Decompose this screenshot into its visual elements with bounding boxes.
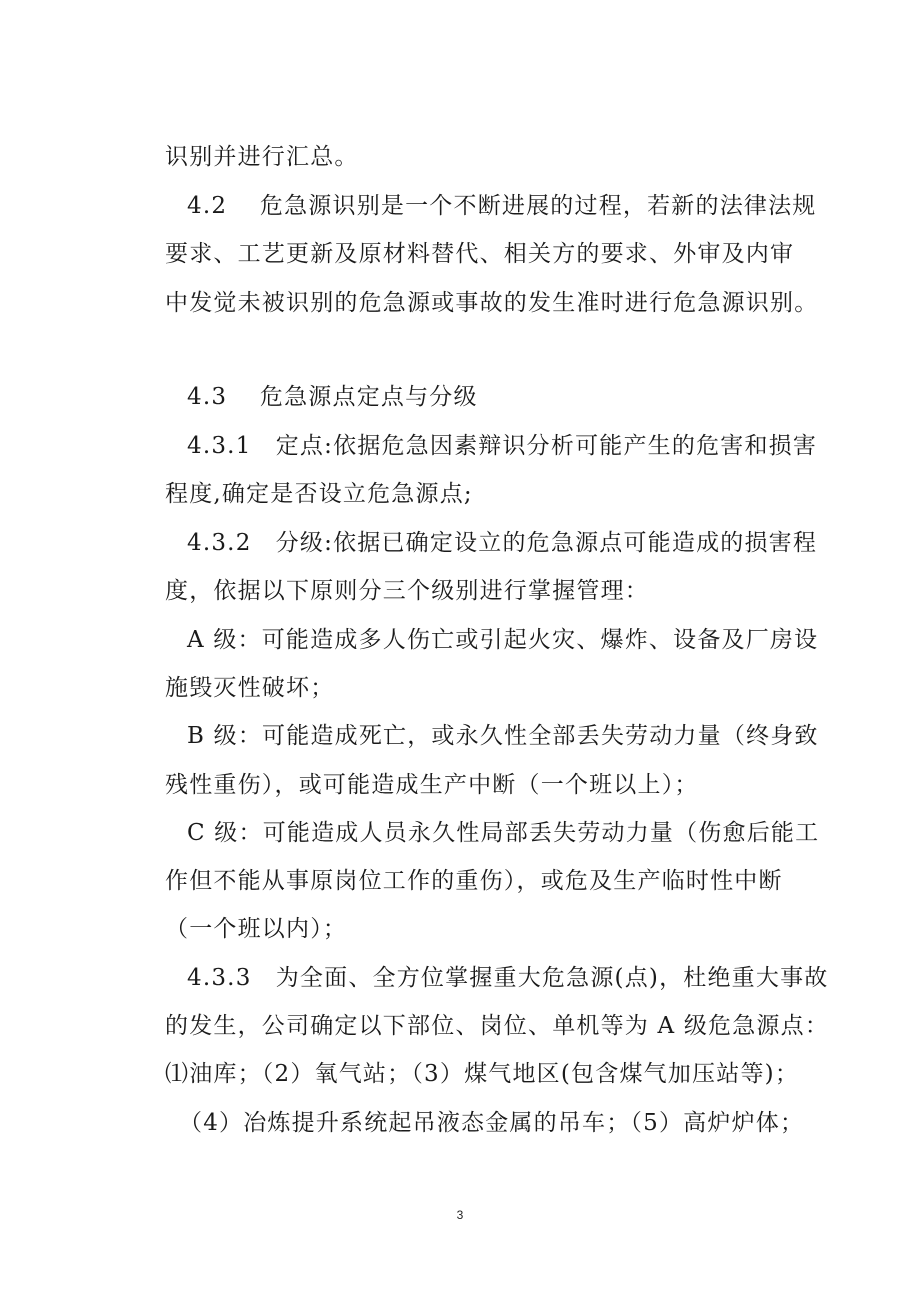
text-line: 作但不能从事原岗位工作的重伤），或危及生产临时性中断 (165, 868, 783, 894)
section-4-2-heading-line: 4.2 危急源识别是一个不断进展的过程，若新的法律法规 (187, 193, 817, 219)
text-line: 要求、工艺更新及原材料替代、相关方的要求、外审及内审 (165, 241, 795, 267)
hazard-list-line: ⑴油库；（2）氧气站；（3）煤气地区(包含煤气加压站等)； (165, 1061, 800, 1087)
level-a-line: A 级：可能造成多人伤亡或引起火灾、爆炸、设备及厂房设 (187, 627, 819, 653)
section-4-3-3-line: 4.3.3 为全面、全方位掌握重大危急源(点)，杜绝重大事故 (187, 965, 829, 991)
text-line: 识别并进行汇总。 (165, 144, 359, 170)
section-4-3-2-line: 4.3.2 分级:依据已确定设立的危急源点可能造成的损害程 (187, 530, 818, 556)
level-b-line: B 级：可能造成死亡，或永久性全部丢失劳动力量（终身致 (187, 723, 819, 749)
page-number: 3 (456, 1208, 464, 1222)
text-line: 施毁灭性破坏； (165, 675, 335, 701)
section-4-3-heading: 4.3 危急源点定点与分级 (187, 384, 478, 410)
text-line: 的发生，公司确定以下部位、岗位、单机等为 A 级危急源点： (165, 1013, 830, 1039)
text-line: （一个班以内）； (165, 916, 348, 942)
level-c-line: C 级：可能造成人员永久性局部丢失劳动力量（伤愈后能工 (187, 820, 820, 846)
text-line: 中发觉未被识别的危急源或事故的发生准时进行危急源识别。 (165, 290, 819, 316)
text-line: 残性重伤），或可能造成生产中断（一个班以上）； (165, 772, 699, 798)
hazard-list-line: （4）冶炼提升系统起吊液态金属的吊车；（5）高炉炉体； (179, 1110, 805, 1136)
text-line: 程度,确定是否设立危急源点; (165, 481, 473, 507)
section-4-3-1-line: 4.3.1 定点:依据危急因素辩识分析可能产生的危害和损害 (187, 433, 818, 459)
text-line: 度，依据以下原则分三个级别进行掌握管理： (165, 578, 649, 604)
